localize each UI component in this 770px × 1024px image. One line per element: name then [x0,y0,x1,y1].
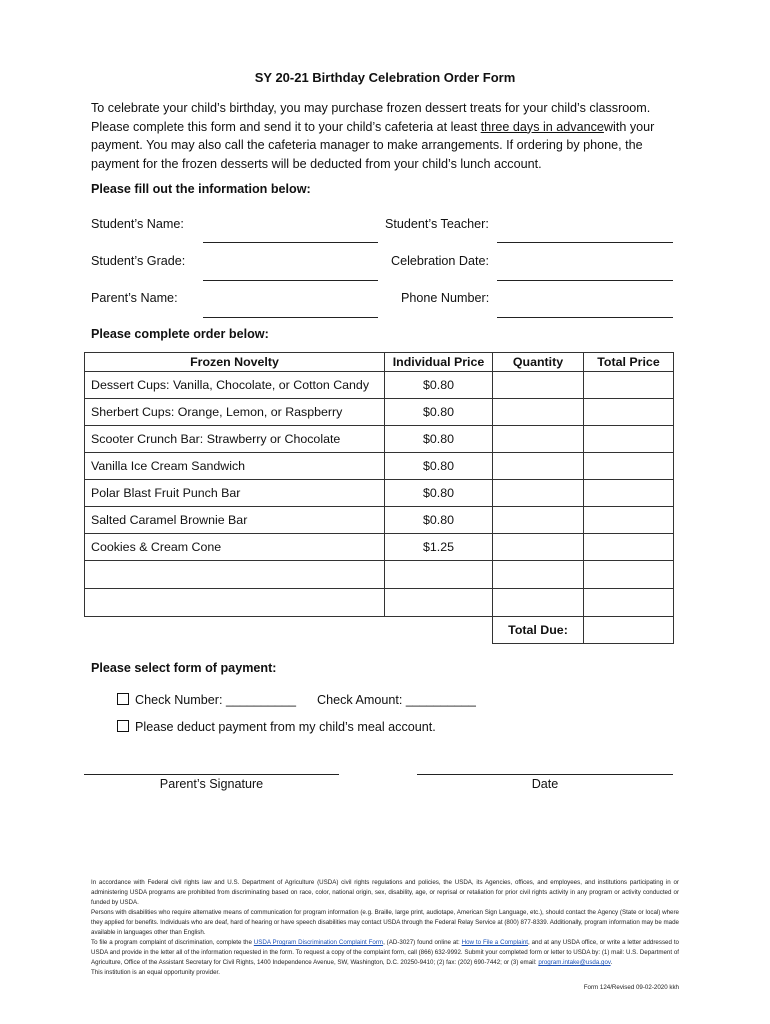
empty-cell[interactable] [385,589,493,617]
quantity-cell[interactable] [493,507,584,534]
intro-text-1: To celebrate your child’s birthday, you may purchase frozen dessert treats for your child’s classroom. Please complete this form and send it to your child’s cafeteria at least [91,101,651,134]
spacer-cell [385,617,493,644]
item-price: $0.80 [385,480,493,507]
footer-paragraph-3 [91,938,679,968]
order-heading: Please complete order below: [91,327,269,341]
student-teacher-field[interactable] [497,242,673,243]
deduct-label: Please deduct payment from my child’s meal account. [135,720,436,734]
spacer-cell [85,617,385,644]
total-due-cell[interactable] [584,617,674,644]
table-row-empty [85,561,674,589]
footer-paragraph-2: Persons with disabilities who require alternative means of communication for program information (e.g. Braille, large print, audiotape, American Sign Language, etc.), should contact the Agency (State or local) where they applied for benefits. Individuals who are deaf, hard of hearing or have speech disabilities may contact USDA through the Federal Relay Service at (800) 877-8339. Additionally, program information may be made available in languages other than English. [91,909,679,936]
student-grade-label: Student’s Grade: [91,254,186,268]
table-row [85,507,674,534]
table-row [85,426,674,453]
parent-name-label: Parent’s Name: [91,291,178,305]
quantity-cell[interactable] [493,426,584,453]
item-name: Dessert Cups: Vanilla, Chocolate, or Cotton Candy [85,372,385,399]
order-table [84,352,674,644]
complaint-form-link[interactable]: USDA Program Discrimination Complaint Form [253,939,384,946]
table-row-empty [85,589,674,617]
celebration-date-field[interactable] [497,280,673,281]
quantity-cell[interactable] [493,453,584,480]
empty-cell[interactable] [584,561,674,589]
col-header-quantity: Quantity [493,353,584,372]
table-header-row [85,353,674,372]
item-name: Cookies & Cream Cone [85,534,385,561]
intro-paragraph [91,99,691,173]
total-price-cell[interactable] [584,480,674,507]
nondiscrimination-statement [91,878,679,978]
student-name-label: Student’s Name: [91,217,184,231]
item-price: $0.80 [385,426,493,453]
item-name: Vanilla Ice Cream Sandwich [85,453,385,480]
empty-cell[interactable] [385,561,493,589]
table-row [85,534,674,561]
empty-cell[interactable] [493,589,584,617]
table-row [85,480,674,507]
total-price-cell[interactable] [584,372,674,399]
total-price-cell[interactable] [584,534,674,561]
empty-cell[interactable] [85,561,385,589]
quantity-cell[interactable] [493,372,584,399]
payment-heading: Please select form of payment: [91,661,277,675]
deduct-checkbox[interactable] [117,720,129,732]
item-price: $0.80 [385,372,493,399]
phone-number-label: Phone Number: [401,291,490,305]
student-teacher-label: Student’s Teacher: [385,217,489,231]
footer-text: , (AD-3027) found online at: [383,939,462,946]
parent-signature-line[interactable] [84,774,339,775]
table-row [85,372,674,399]
table-row [85,453,674,480]
intro-underlined: three days in advance [480,119,604,134]
phone-number-field[interactable] [497,317,673,318]
quantity-cell[interactable] [493,399,584,426]
total-due-label: Total Due: [493,617,584,644]
intro-text-2: with your payment. You may also call the cafeteria manager to make arrangements. If ordering by phone, the payment for the frozen desserts will be deducted from your child’s lunch account. [91,119,655,171]
table-row [85,399,674,426]
col-header-novelty: Frozen Novelty [85,353,385,372]
footer-paragraph-4: This institution is an equal opportunity provider. [91,969,220,976]
total-due-row [85,617,674,644]
empty-cell[interactable] [584,589,674,617]
check-checkbox[interactable] [117,693,129,705]
parent-signature-label: Parent’s Signature [159,777,264,791]
footer-paragraph-1: In accordance with Federal civil rights law and U.S. Department of Agriculture (USDA) civil rights regulations and policies, the USDA, its Agencies, offices, and employees, and institutions participating in or administering USDA programs are prohibited from discriminating based on race, color, national origin, sex, disability, age, or reprisal or retaliation for prior civil rights activity in any program or activity conducted or funded by USDA. [91,879,679,906]
parent-name-field[interactable] [203,317,378,318]
footer-text: To file a program complaint of discrimination, complete the [91,939,254,946]
col-header-total: Total Price [584,353,674,372]
item-name: Polar Blast Fruit Punch Bar [85,480,385,507]
page-title: SY 20-21 Birthday Celebration Order Form [254,70,516,85]
item-name: Scooter Crunch Bar: Strawberry or Chocolate [85,426,385,453]
total-price-cell[interactable] [584,426,674,453]
deduct-option [117,720,436,734]
date-label: Date [531,777,559,791]
form-number: Form 124/Revised 09-02-2020 kkh [583,984,679,991]
col-header-price: Individual Price [385,353,493,372]
footer-text: . [610,959,613,966]
total-price-cell[interactable] [584,453,674,480]
check-amount-label: Check Amount: __________ [317,693,476,707]
total-price-cell[interactable] [584,399,674,426]
item-price: $0.80 [385,507,493,534]
student-name-field[interactable] [203,242,378,243]
check-option [117,693,296,707]
celebration-date-label: Celebration Date: [391,254,490,268]
total-price-cell[interactable] [584,507,674,534]
email-link[interactable]: program.intake@usda.gov [538,959,611,966]
file-complaint-link[interactable]: How to File a Complaint [461,939,528,946]
date-line[interactable] [417,774,673,775]
quantity-cell[interactable] [493,480,584,507]
student-grade-field[interactable] [203,280,378,281]
quantity-cell[interactable] [493,534,584,561]
item-price: $1.25 [385,534,493,561]
empty-cell[interactable] [85,589,385,617]
item-name: Sherbert Cups: Orange, Lemon, or Raspberry [85,399,385,426]
check-number-label: Check Number: __________ [135,693,297,707]
empty-cell[interactable] [493,561,584,589]
item-price: $0.80 [385,399,493,426]
item-name: Salted Caramel Brownie Bar [85,507,385,534]
footer-text: , and at any USDA office, or write a letter addressed to USDA and provide in the letter all of the information requested in the form. To request a copy of the complaint form, call (866) 632-9992. Submit your completed form or letter to USDA by: (1) mail: U.S. Department of Agriculture, Office of the Assistant Secretary for Civil Rights, 1400 Independence Avenue, SW, Washington, D.C. 20250-9410; (2) fax: (202) 690-7442; or (3) email: [91,939,679,966]
item-price: $0.80 [385,453,493,480]
info-heading: Please fill out the information below: [91,182,311,196]
